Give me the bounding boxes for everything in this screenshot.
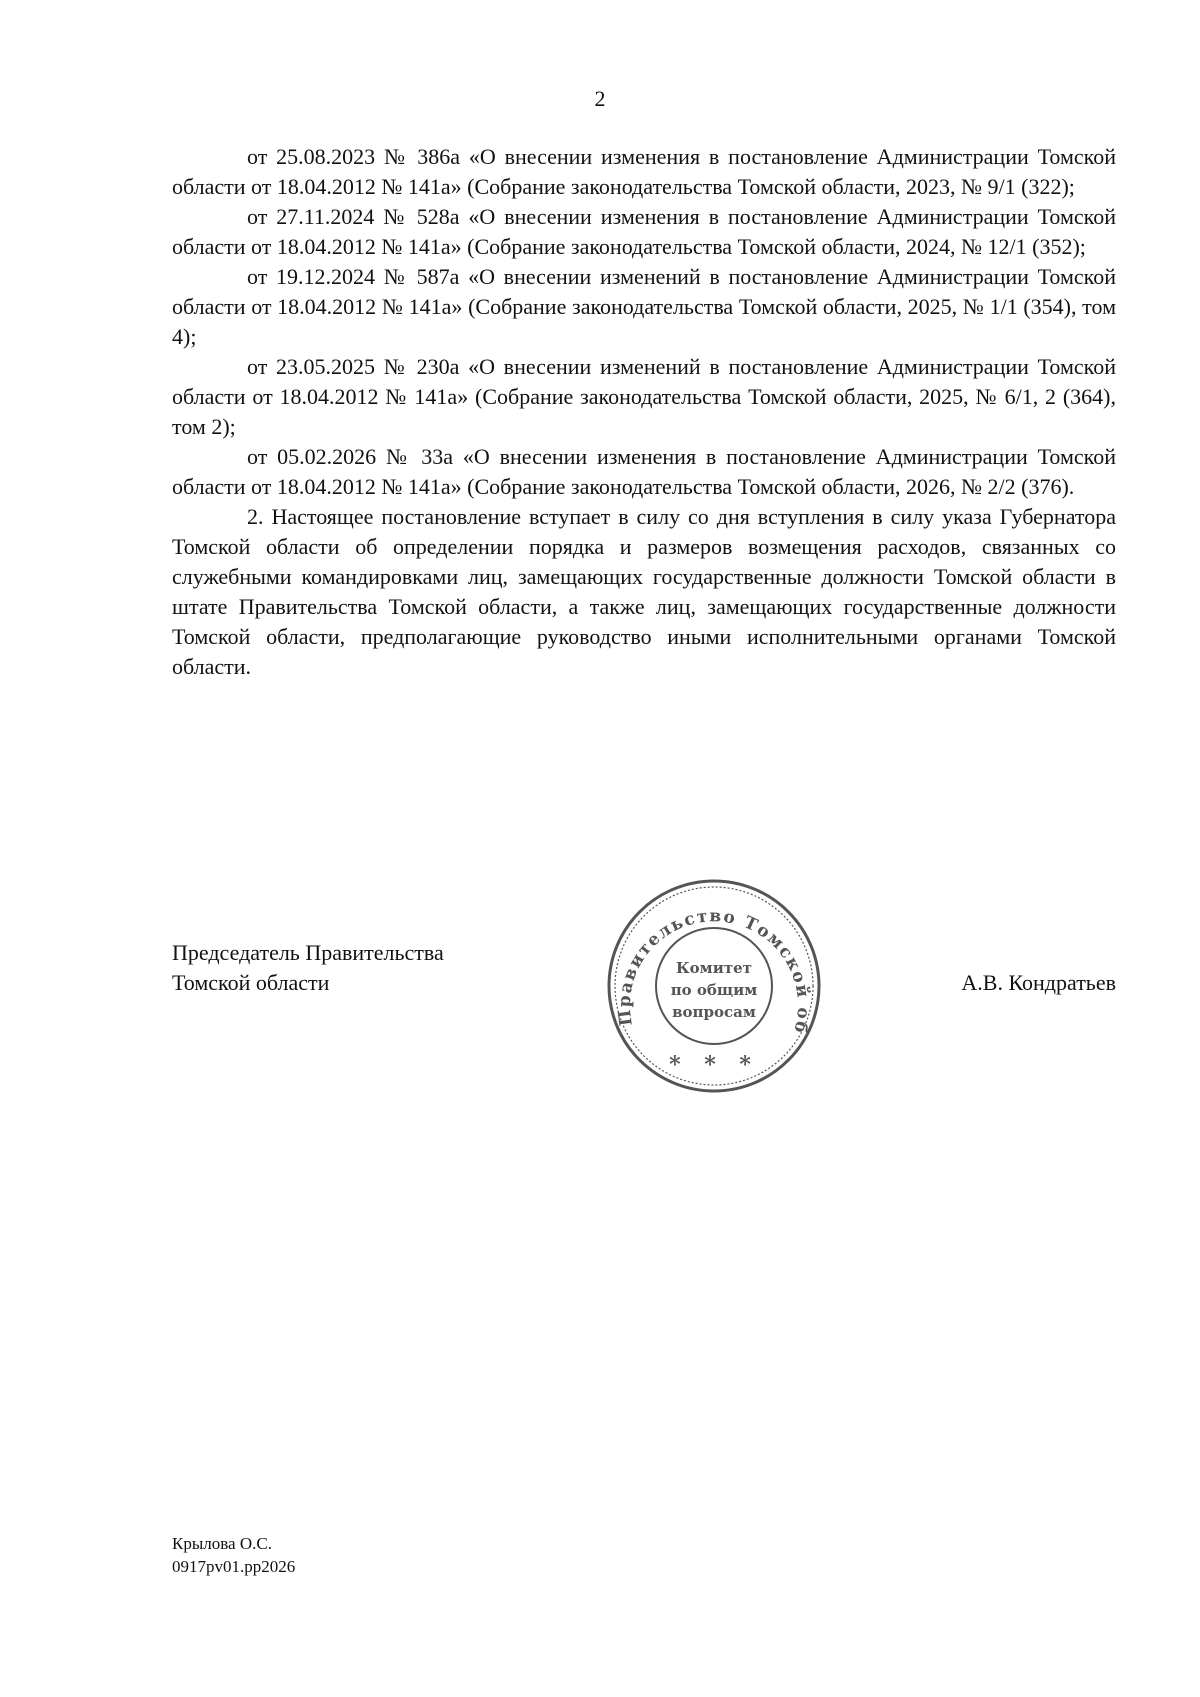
seal-center-line2: по общим [670,981,758,999]
paragraph-effective-date: 2. Настоящее постановление вступает в силу со дня вступления в силу указа Губернатора Томской области об определении порядка и размеров возмещения расходов, связанных со служебными командировками лиц, замещающих государственные должности Томской области в штате Правительства Томской области, а также лиц, замещающих государственные должности Томской области, предполагающие руководство иными исполнительными органами Томской области. [172,504,1116,679]
seal-center-line1: Комитет [676,959,752,977]
paragraph-amendment-2: от 27.11.2024 № 528а «О внесении изменения в постановление Администрации Томской области от 18.04.2012 № 141а» (Собрание законодательства Томской области, 2024, № 12/1 (352); [172,204,1116,259]
seal-stars: * * * [669,1052,759,1078]
seal-center-line3: вопросам [672,1003,756,1021]
signatory-position [172,938,444,998]
footer-doc-code: 0917pv01.pp2026 [172,1557,296,1576]
signatory-name: А.В. Кондратьев [961,970,1116,995]
document-body [172,142,1116,682]
footer-author: Крылова О.С. [172,1534,272,1553]
footer [172,1532,295,1578]
signatory-position-line2: Томской области [172,970,330,995]
paragraph-amendment-4: от 23.05.2025 № 230а «О внесении изменений в постановление Администрации Томской области от 18.04.2012 № 141а» (Собрание законодательства Томской области, 2025, № 6/1, 2 (364), том 2); [172,354,1116,439]
page-number: 2 [594,86,606,111]
official-seal [604,876,824,1096]
seal-graphic [604,876,824,1096]
seal-ring-textpath: Правительство Томской об [614,906,814,1037]
signatory-position-line1: Председатель Правительства [172,940,444,965]
paragraph-amendment-3: от 19.12.2024 № 587а «О внесении изменений в постановление Администрации Томской области от 18.04.2012 № 141а» (Собрание законодательства Томской области, 2025, № 1/1 (354), том 4); [172,264,1116,349]
paragraph-amendment-5: от 05.02.2026 № 33а «О внесении изменения в постановление Администрации Томской области от 18.04.2012 № 141а» (Собрание законодательства Томской области, 2026, № 2/2 (376). [172,444,1116,499]
paragraph-amendment-1: от 25.08.2023 № 386а «О внесении изменения в постановление Администрации Томской области от 18.04.2012 № 141а» (Собрание законодательства Томской области, 2023, № 9/1 (322); [172,144,1116,199]
